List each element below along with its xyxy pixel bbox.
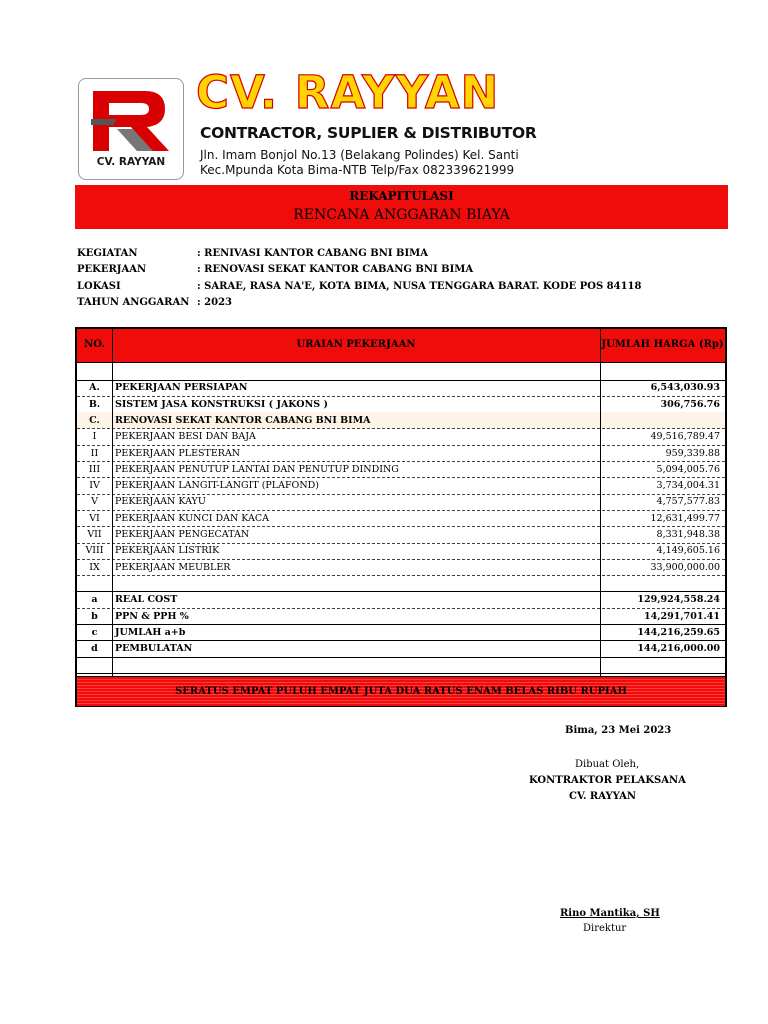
table-row — [77, 526, 725, 544]
table-row — [77, 559, 725, 577]
cell-no: d — [91, 643, 98, 655]
cell-desc: PEKERJAAN BESI DAN BAJA — [115, 431, 256, 443]
cell-no: II — [90, 447, 99, 459]
table-row — [77, 575, 725, 593]
place-date: Bima, 23 Mei 2023 — [565, 725, 672, 736]
cell-no: B. — [88, 398, 101, 410]
banner-subtitle: RENCANA ANGGARAN BIAYA — [293, 207, 510, 223]
cell-no: VII — [87, 529, 102, 540]
cell-amount: 959,339.88 — [665, 447, 720, 459]
info-value: : 2023 — [197, 297, 233, 308]
table-row — [77, 461, 725, 479]
cell-amount: 129,924,558.24 — [637, 594, 720, 606]
table-row — [77, 656, 725, 674]
column-divider — [112, 329, 113, 676]
table-row — [77, 542, 725, 560]
cell-amount: 5,094,005.76 — [656, 463, 720, 475]
header-no: NO. — [84, 339, 105, 350]
recap-table — [75, 327, 727, 707]
cell-no: IX — [89, 561, 100, 573]
cell-desc: PEKERJAAN LISTRIK — [115, 545, 220, 557]
cell-amount: 3,734,004.31 — [656, 480, 720, 492]
info-key: LOKASI — [77, 281, 121, 292]
cell-amount: 33,900,000.00 — [650, 561, 720, 573]
cell-desc: SISTEM JASA KONSTRUKSI ( JAKONS ) — [115, 398, 328, 410]
cell-desc: PEKERJAAN PENGECATAN — [115, 529, 250, 540]
table-row — [77, 591, 725, 609]
cell-no: I — [92, 431, 97, 443]
company-logo — [78, 78, 184, 180]
info-key: PEKERJAAN — [77, 264, 147, 275]
cell-amount: 4,757,577.83 — [656, 496, 720, 508]
title-banner — [75, 185, 728, 229]
cell-amount: 306,756.76 — [660, 398, 720, 410]
cell-desc: PEKERJAAN PERSIAPAN — [115, 382, 248, 394]
table-row — [77, 510, 725, 528]
table-row — [77, 640, 725, 658]
info-key: TAHUN ANGGARAN — [77, 297, 190, 308]
table-row — [77, 396, 725, 414]
info-value: : SARAE, RASA NA'E, KOTA BIMA, NUSA TENGGARA BARAT. KODE POS 84118 — [197, 281, 642, 292]
table-row — [77, 363, 725, 381]
cell-no: VI — [89, 512, 100, 524]
cell-desc: PEKERJAAN KUNCI DAN KACA — [115, 512, 270, 524]
cell-no: III — [88, 463, 101, 475]
company-address-line2: Kec.Mpunda Kota Bima-NTB Telp/Fax 082339621999 — [200, 163, 515, 177]
info-key: KEGIATAN — [77, 248, 138, 259]
cell-desc: REAL COST — [115, 594, 178, 606]
table-row — [77, 428, 725, 446]
cell-desc: PEKERJAAN MEUBLER — [115, 561, 231, 573]
cell-no: c — [91, 626, 98, 638]
table-row — [77, 624, 725, 642]
table-row — [77, 412, 725, 430]
header-amount: JUMLAH HARGA (Rp) — [601, 339, 724, 350]
signer-title: Direktur — [583, 923, 627, 934]
cell-amount: 14,291,701.41 — [643, 610, 720, 622]
signer-name: Rino Mantika, SH — [560, 908, 660, 919]
cell-desc: PPN & PPH % — [115, 610, 189, 622]
table-row — [77, 477, 725, 495]
table-row — [77, 379, 725, 397]
cell-amount: 4,149,605.16 — [656, 545, 720, 557]
amount-in-words-band — [77, 676, 725, 706]
contractor-role: KONTRAKTOR PELAKSANA — [529, 775, 686, 786]
cell-no: VIII — [85, 545, 104, 557]
amount-in-words: SERATUS EMPAT PULUH EMPAT JUTA DUA RATUS ENAM BELAS RIBU RUPIAH — [175, 686, 627, 697]
cell-desc: PEKERJAAN KAYU — [115, 496, 206, 508]
cell-no: C. — [89, 414, 100, 426]
table-header — [77, 329, 725, 363]
cell-desc: PEMBULATAN — [115, 643, 193, 655]
table-row — [77, 493, 725, 511]
banner-title: REKAPITULASI — [349, 189, 454, 203]
company-name: CV. RAYYAN — [196, 66, 500, 119]
cell-amount: 12,631,499.77 — [650, 512, 720, 524]
cell-amount: 144,216,000.00 — [637, 643, 720, 655]
logo-caption: CV. RAYYAN — [96, 156, 166, 168]
table-row — [77, 445, 725, 463]
cell-no: b — [91, 610, 98, 622]
rayyan-logo-icon — [87, 85, 175, 155]
cell-desc: PEKERJAAN PENUTUP LANTAI DAN PENUTUP DINDING — [115, 463, 399, 475]
cell-no: A. — [89, 382, 100, 394]
company-address-line1: Jln. Imam Bonjol No.13 (Belakang Polindes) Kel. Santi — [200, 148, 519, 162]
cell-amount: 144,216,259.65 — [637, 626, 720, 638]
contractor-company: CV. RAYYAN — [569, 791, 637, 802]
made-by-label: Dibuat Oleh, — [575, 759, 640, 770]
table-row — [77, 608, 725, 626]
cell-desc: PEKERJAAN LANGIT-LANGIT (PLAFOND) — [115, 480, 319, 492]
cell-desc: JUMLAH a+b — [115, 626, 186, 638]
cell-no: a — [91, 594, 98, 606]
cell-amount: 6,543,030.93 — [650, 382, 720, 394]
header-desc: URAIAN PEKERJAAN — [296, 339, 416, 350]
cell-desc: RENOVASI SEKAT KANTOR CABANG BNI BIMA — [115, 414, 371, 426]
cell-amount: 49,516,789.47 — [650, 431, 720, 443]
company-tagline: CONTRACTOR, SUPLIER & DISTRIBUTOR — [200, 124, 537, 142]
cell-desc: PEKERJAAN PLESTERAN — [115, 447, 241, 459]
column-divider — [600, 329, 601, 676]
info-value: : RENIVASI KANTOR CABANG BNI BIMA — [197, 248, 428, 259]
cell-no: V — [91, 496, 98, 508]
cell-amount: 8,331,948.38 — [656, 529, 720, 540]
info-value: : RENOVASI SEKAT KANTOR CABANG BNI BIMA — [197, 264, 474, 275]
cell-no: IV — [89, 480, 100, 492]
